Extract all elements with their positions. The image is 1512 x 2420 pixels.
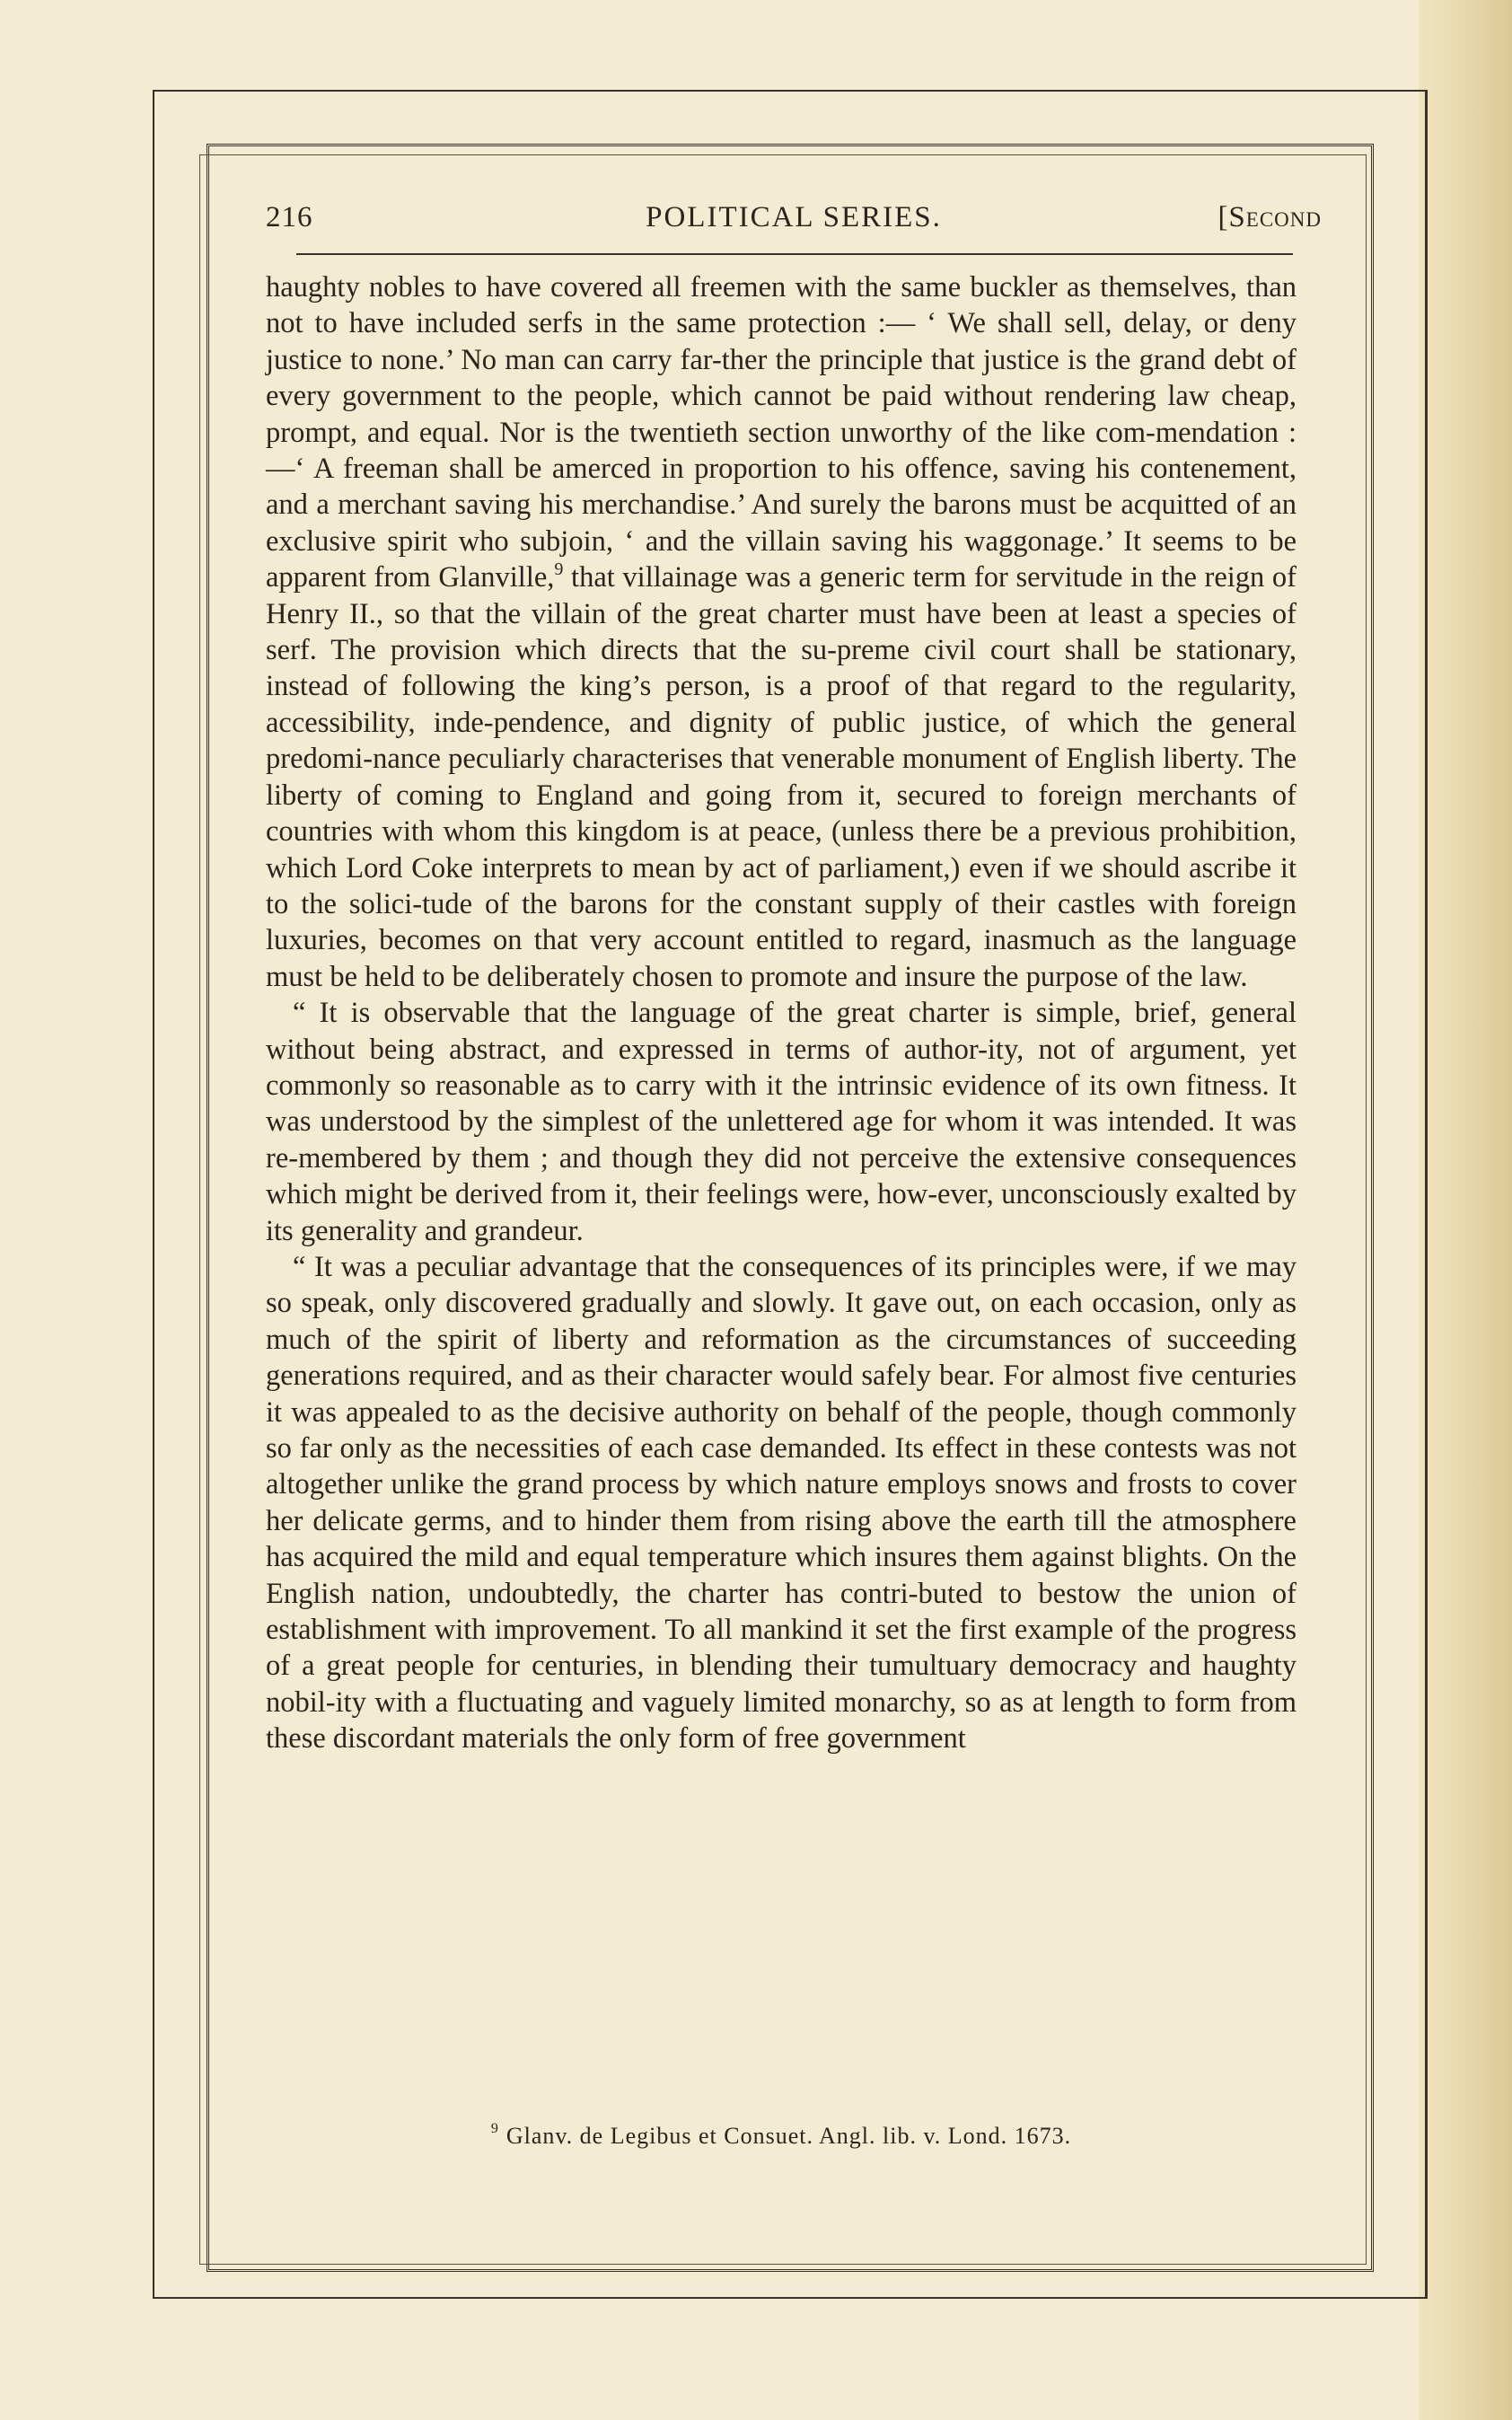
running-title: POLITICAL SERIES. — [646, 201, 942, 233]
book-page-edge — [1419, 0, 1512, 2420]
body-text — [266, 269, 1297, 1757]
paragraph-text: that villainage was a generic term for servitude in the reign of Henry II., so that the villain of the great charter must have been at least a species of serf. The provision which directs that the su-preme civil court shall be stationary, instead of following the king’s person, is a proof of that regard to the regularity, accessibility, inde-pendence, and dignity of public justice, of which the general predomi-nance peculiarly characterises that venerable monument of English liberty. The liberty of coming to England and going from it, secured to foreign merchants of countries with whom this kingdom is at peace, (unless there be a previous prohibition, which Lord Coke interprets to mean by act of parliament,) even if we should ascribe it to the solici-tude of the barons for the constant supply of their castles with foreign luxuries, becomes on that very account entitled to regard, inasmuch as the language must be held to be deliberately chosen to promote and insure the purpose of the law. — [266, 561, 1297, 993]
paragraph — [266, 269, 1297, 995]
footnote-mark: 9 — [490, 2121, 499, 2136]
paragraph: “ It was a peculiar advantage that the consequences of its principles were, if we may so speak, only discovered gradually and slowly. It gave out, on each occasion, only as much of the spirit of liberty and reformation as the circumstances of succeeding generations required, and as their character would safely bear. For almost five centuries it was appealed to as the decisive authority on behalf of the people, though commonly so far only as the necessities of each case demanded. Its effect in these contests was not altogether unlike the grand process by which nature employs snows and frosts to cover her delicate germs, and to hinder them from rising above the earth till the atmosphere has acquired the mild and equal temperature which insures them against blights. On the English nation, undoubtedly, the charter has contri-buted to bestow the union of establishment with improvement. To all mankind it set the first example of the progress of a great people for centuries, in blending their tumultuary democracy and haughty nobil-ity with a fluctuating and vaguely limited monarchy, so as at length to form from these discordant materials the only form of free government — [266, 1250, 1297, 1756]
paragraph-text: haughty nobles to have covered all freemen with the same buckler as themselves, than not to have included serfs in the same protection :— ‘ We shall sell, delay, or deny justice to none.’ No man can carry far-ther the principle that justice is the grand debt of every government to the people, which cannot be paid without rendering law cheap, prompt, and equal. Nor is the twentieth section unworthy of the like com-mendation :—‘ A freeman shall be amerced in proportion to his offence, saving his contenement, and a merchant saving his merchandise.’ And surely the barons must be acquitted of an exclusive spirit who subjoin, ‘ and the villain saving his waggonage.’ It seems to be apparent from Glanville, — [266, 271, 1297, 594]
footnote-text: Glanv. de Legibus et Consuet. Angl. lib. v. Lond. 1673. — [505, 2123, 1072, 2149]
running-section: [Second — [1218, 201, 1322, 233]
footnote-reference: 9 — [554, 559, 564, 580]
paragraph: “ It is observable that the language of the great charter is simple, brief, general without being abstract, and expressed in terms of author-ity, not of argument, yet commonly so reasonable as to carry with it the intrinsic evidence of its own fitness. It was understood by the simplest of the unlettered age for whom it was intended. It was re-membered by them ; and though they did not perceive the extensive consequences which might be derived from it, their feelings were, how-ever, unconsciously exalted by its generality and grandeur. — [266, 997, 1297, 1247]
header-rule — [296, 253, 1293, 255]
page-number: 216 — [266, 201, 313, 233]
footnote — [266, 2123, 1297, 2150]
running-header — [266, 198, 1322, 242]
